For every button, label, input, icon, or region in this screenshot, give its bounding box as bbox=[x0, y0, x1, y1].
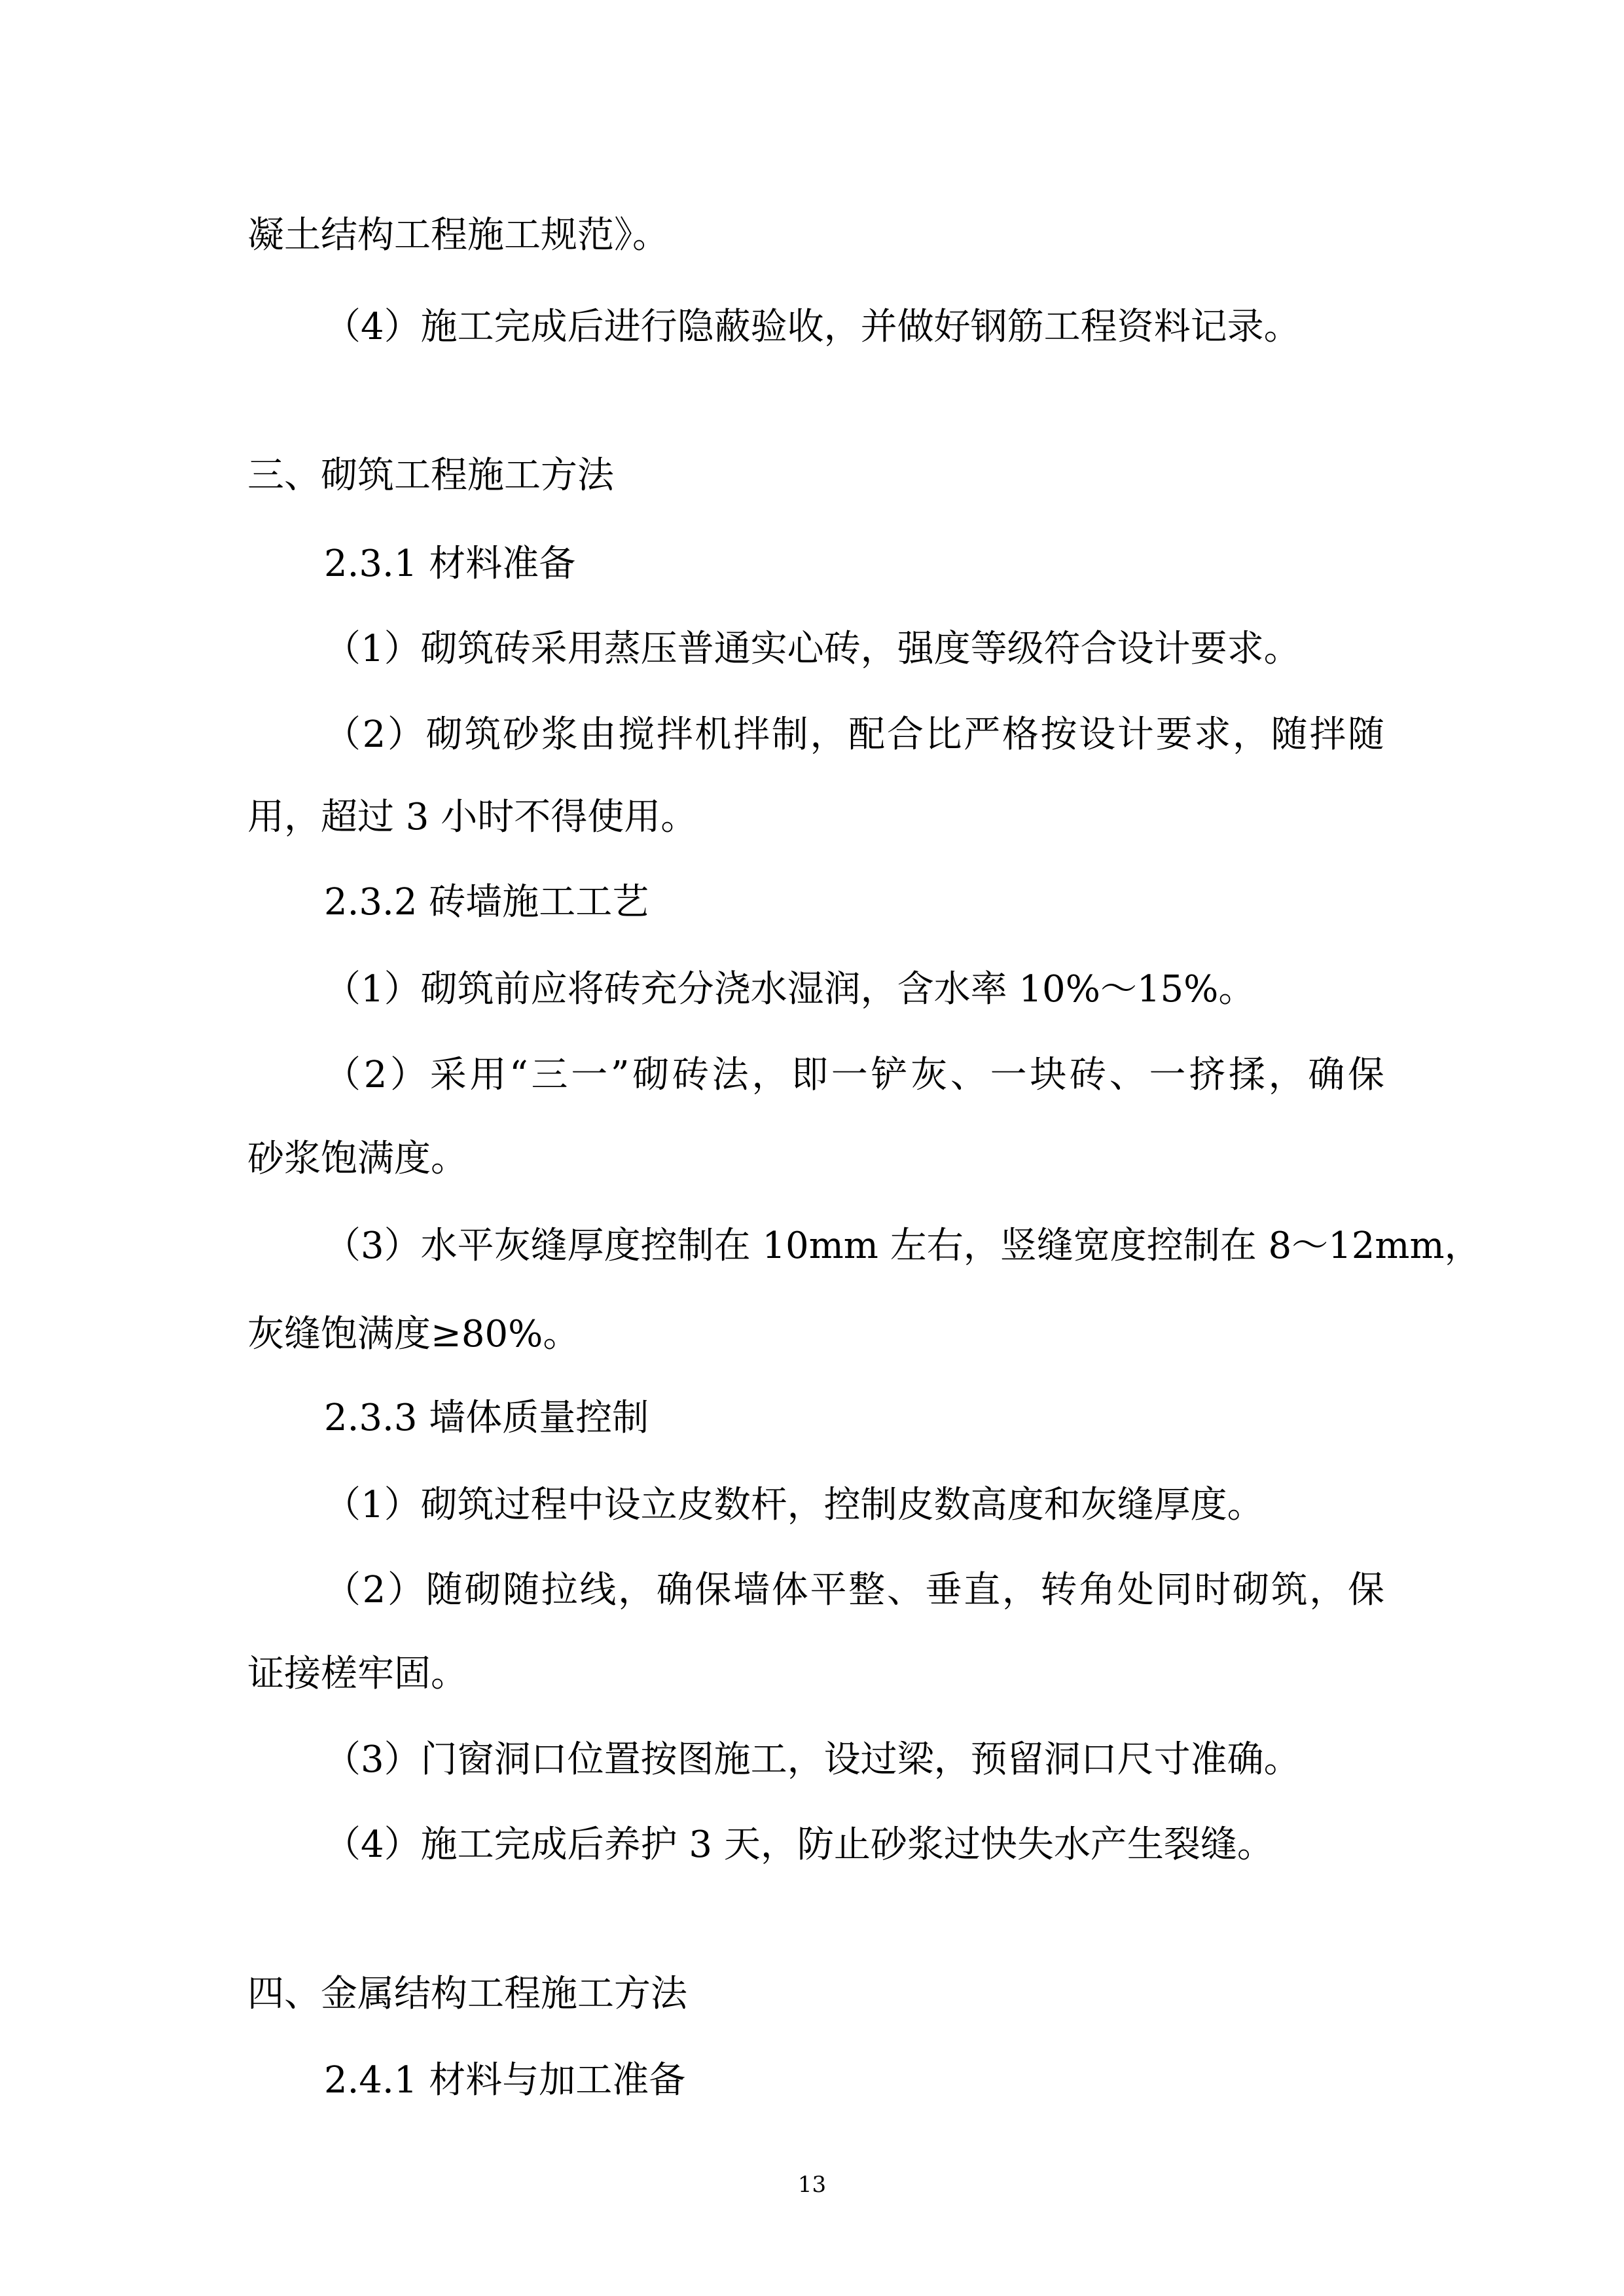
paragraph-line: （1）砌筑砖采用蒸压普通实心砖，强度等级符合设计要求。 bbox=[324, 628, 1301, 670]
paragraph-line: 凝土结构工程施工规范》。 bbox=[247, 214, 669, 257]
paragraph-line: （2）砌筑砂浆由搅拌机拌制，配合比严格按设计要求，随拌随 bbox=[324, 713, 1384, 756]
paragraph-line: 证接槎牢固。 bbox=[247, 1653, 467, 1695]
paragraph-line: （1）砌筑前应将砖充分浇水湿润，含水率 10%～15%。 bbox=[324, 968, 1255, 1011]
subsection-heading: 2.4.1 材料与加工准备 bbox=[324, 2059, 686, 2102]
section-heading: 四、金属结构工程施工方法 bbox=[247, 1973, 687, 2015]
paragraph-line: 灰缝饱满度≥80%。 bbox=[247, 1313, 580, 1355]
paragraph-line: （4）施工完成后进行隐蔽验收，并做好钢筋工程资料记录。 bbox=[324, 306, 1301, 348]
subsection-heading: 2.3.2 砖墙施工工艺 bbox=[324, 881, 649, 924]
paragraph-line: （4）施工完成后养护 3 天，防止砂浆过快失水产生裂缝。 bbox=[324, 1823, 1274, 1866]
paragraph-line: 用，超过 3 小时不得使用。 bbox=[247, 796, 698, 838]
subsection-heading: 2.3.1 材料准备 bbox=[324, 543, 576, 585]
subsection-heading: 2.3.3 墙体质量控制 bbox=[324, 1397, 649, 1439]
paragraph-line: （3）门窗洞口位置按图施工，设过梁，预留洞口尺寸准确。 bbox=[324, 1738, 1301, 1781]
paragraph-line: （3）水平灰缝厚度控制在 10mm 左右，竖缝宽度控制在 8～12mm， bbox=[324, 1225, 1481, 1267]
page-number: 13 bbox=[797, 2172, 827, 2198]
paragraph-line: （2）采用“三一”砌砖法，即一铲灰、一块砖、一挤揉，确保 bbox=[324, 1054, 1384, 1096]
paragraph-line: （2）随砌随拉线，确保墙体平整、垂直，转角处同时砌筑，保 bbox=[324, 1569, 1384, 1611]
paragraph-line: 砂浆饱满度。 bbox=[247, 1138, 467, 1180]
paragraph-line: （1）砌筑过程中设立皮数杆，控制皮数高度和灰缝厚度。 bbox=[324, 1484, 1264, 1526]
section-heading: 三、砌筑工程施工方法 bbox=[247, 454, 614, 497]
